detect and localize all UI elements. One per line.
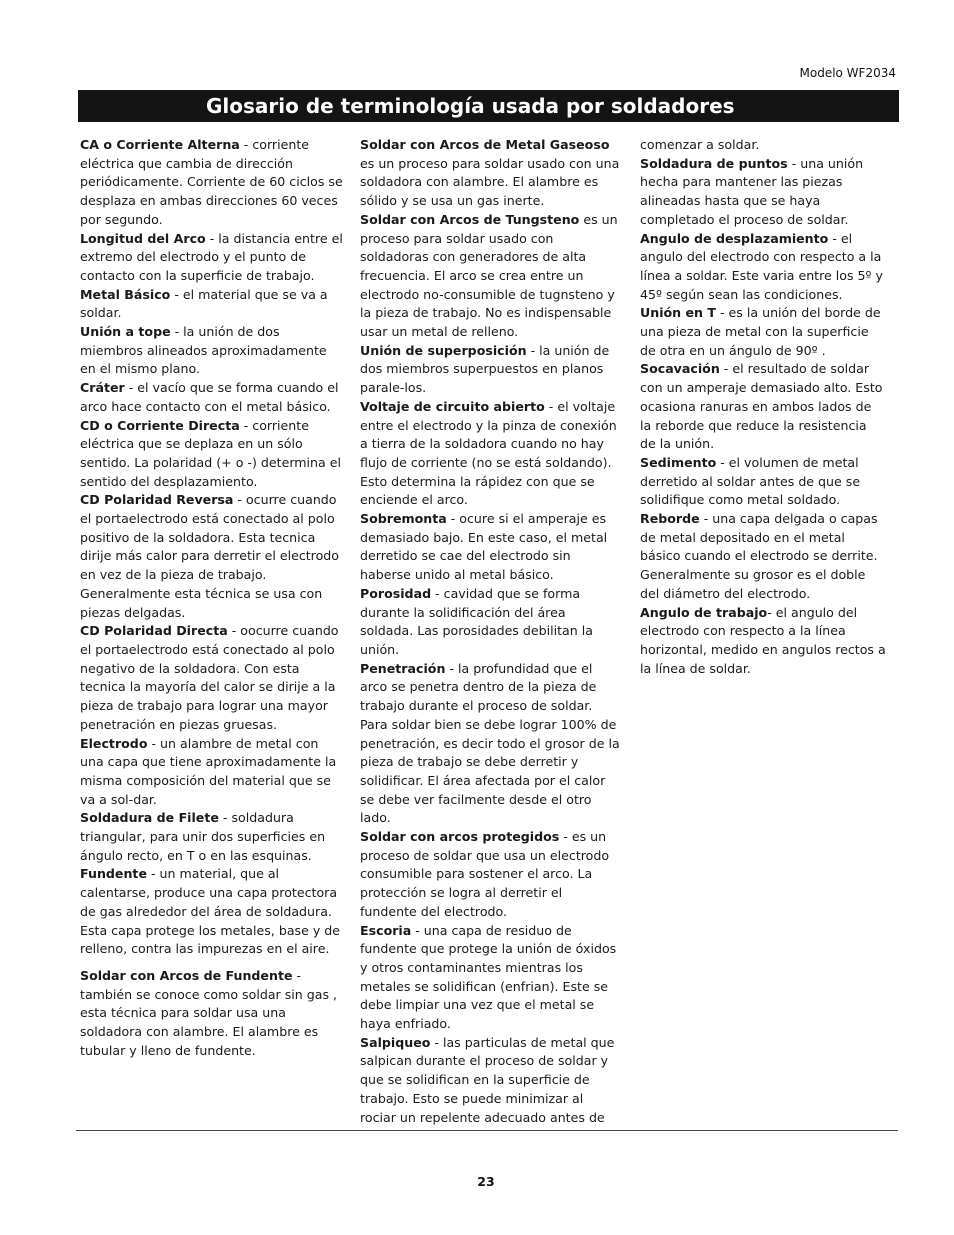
glossary-definition: - ocure si el amperaje es demasiado bajo. En este caso, el metal derretido se cae del electrodo sin haberse unido al metal básico. (360, 511, 608, 583)
glossary-term: Longitud del Arco (80, 230, 206, 246)
glossary-term: Salpiqueo (360, 1034, 431, 1050)
glossary-term: Unión de superposición (360, 342, 527, 358)
glossary-definition: - el angulo del electrodo con respecto a la línea a soldar. Este varia entre los 5º y 45º según sean las condiciones. (640, 230, 883, 302)
glossary-term: Cráter (80, 380, 125, 396)
page-number: 23 (477, 1174, 495, 1189)
glossary-term: Socavación (640, 361, 720, 377)
glossary-term: Soldar con Arcos de Fundente (80, 967, 293, 983)
glossary-entry (640, 304, 886, 360)
glossary-entry (80, 323, 343, 379)
glossary-entry (640, 454, 886, 510)
glossary-definition: - corriente eléctrica que cambia de dirección periódicamente. Corriente de 60 ciclos se desplaza en ambas direcciones 60 veces por segundo. (80, 137, 343, 227)
glossary-entry (80, 865, 343, 959)
page-title: Glosario de terminología usada por soldadores (206, 94, 735, 118)
footer-divider (76, 1130, 898, 1131)
glossary-term: Reborde (640, 511, 700, 527)
glossary-entry (80, 967, 343, 1061)
glossary-entry (80, 136, 343, 230)
glossary-term: CD o Corriente Directa (80, 417, 240, 433)
glossary-entry (640, 155, 886, 230)
glossary-definition: - las particulas de metal que salpican durante el proceso de soldar y que se solidifican en la superficie de trabajo. Esto se puede minimizar al rociar un repelente adecuado antes de (360, 1034, 615, 1125)
glossary-definition: - la distancia entre el extremo del electrodo y el punto de contacto con la superficie de trabajo. (80, 230, 343, 283)
glossary-definition: - el angulo del electrodo con respecto a la línea horizontal, medido en angulos rectos a la línea de soldar. (640, 604, 886, 676)
glossary-entry (80, 379, 343, 416)
glossary-entry (360, 660, 622, 828)
glossary-term: Sedimento (640, 454, 717, 470)
glossary-entry (640, 510, 886, 604)
glossary-definition: es un proceso para soldar usado con una soldadora con alambre. El alambre es sólido y se usa un gas inerte. (360, 155, 620, 209)
glossary-term: Electrodo (80, 735, 148, 751)
glossary-definition: - cavidad que se forma durante la solidificación del área soldada. Las porosidades debilitan la unión. (360, 585, 593, 657)
glossary-term: Sobremonta (360, 511, 447, 527)
glossary-term: Unión a tope (80, 324, 171, 340)
glossary-entry (360, 510, 622, 585)
glossary-entry (640, 360, 886, 454)
glossary-term: Angulo de desplazamiento (640, 230, 829, 246)
glossary-definition: - el voltaje entre el electrodo y la pinza de conexión a tierra de la soldadora cuando no hay flujo de corriente (no se está soldando). Esto determina la rápidez con que se enciende el arco. (360, 398, 617, 508)
glossary-definition: - el vacío que se forma cuando el arco hace contacto con el metal básico. (80, 380, 339, 414)
glossary-definition: - un alambre de metal con una capa que tiene aproximadamente la misma composición del material que se va a sol-dar. (80, 735, 337, 807)
glossary-entry (80, 491, 343, 622)
glossary-definition: - la unión de dos miembros superpuestos en planos parale-los. (360, 342, 610, 396)
glossary-term: Soldadura de Filete (80, 810, 219, 826)
glossary-entry (80, 417, 343, 492)
glossary-entry (640, 136, 886, 155)
glossary-definition: - una capa delgada o capas de metal depositado en el metal básico cuando el electrodo se derrite. Generalmente su grosor es el doble del diámetro del electrodo. (640, 511, 878, 601)
glossary-term: CD Polaridad Directa (80, 623, 228, 639)
glossary-definition: es un proceso para soldar usado con soldadoras con generadores de alta frecuencia. El arco se crea entre un electrodo no-consumible de tugnsteno y la pieza de trabajo. No es indispensable usar un metal de relleno. (360, 211, 618, 340)
glossary-definition: - la unión de dos miembros alineados aproximadamente en el mismo plano. (80, 324, 327, 377)
glossary-term: Soldadura de puntos (640, 155, 788, 171)
glossary-definition: - un material, que al calentarse, produce una capa protectora de gas alrededor del área de soldadura. Esta capa protege los metales, base y de relleno, contra las impurezas en el aire. (80, 866, 341, 957)
glossary-entry (360, 211, 622, 342)
glossary-term: Soldar con Arcos de Tungsteno (360, 211, 580, 227)
glossary-term: Soldar con arcos protegidos (360, 829, 560, 845)
glossary-column-2 (360, 136, 622, 1127)
glossary-term: Angulo de trabajo (640, 604, 768, 620)
glossary-definition: comenzar a soldar. (640, 137, 760, 152)
glossary-entry (360, 398, 622, 510)
glossary-definition: - una capa de residuo de fundente que protege la unión de óxidos y otros contaminantes mientras los metales se solidifican (enfrian). Este se debe limpiar una vez que el metal se haya enfriado. (360, 922, 617, 1032)
glossary-entry (360, 585, 622, 660)
glossary-definition: - también se conoce como soldar sin gas , esta técnica para soldar usa una soldadora con alambre. El alambre es tubular y lleno de fundente. (80, 967, 338, 1058)
glossary-entry (80, 809, 343, 865)
glossary-entry (80, 230, 343, 286)
glossary-definition: - el resultado de soldar con un amperaje demasiado alto. Esto ocasiona ranuras en ambos lados de la reborde que reduce la resistencia de la unión. (640, 361, 883, 452)
glossary-definition: - el volumen de metal derretido al soldar antes de que se solidifique como metal soldado. (640, 454, 861, 508)
glossary-entry (640, 230, 886, 305)
glossary-entry (360, 922, 622, 1034)
glossary-entry (360, 342, 622, 398)
glossary-definition: - es la unión del borde de una pieza de metal con la superficie de otra en un ángulo de 90º . (640, 305, 881, 358)
glossary-entry (80, 286, 343, 323)
glossary-column-3 (640, 136, 886, 678)
glossary-term: Unión en T (640, 305, 716, 321)
glossary-term: CA o Corriente Alterna (80, 137, 240, 152)
glossary-definition: - ocurre cuando el portaelectrodo está conectado al polo positivo de la soldadora. Esta tecnica dirije más calor para derretir el electrodo en vez de la pieza de trabajo. Generalmente esta técnica se usa con piezas delgadas. (80, 492, 339, 620)
glossary-definition: - una unión hecha para mantener las piezas alineadas hasta que se haya completado el proceso de soldar. (640, 155, 864, 227)
glossary-definition: - la profundidad que el arco se penetra dentro de la pieza de trabajo durante el proceso de soldar. Para soldar bien se debe lograr 100% de penetración, es decir todo el grosor de la pieza de trabajo se debe derretir y solidificar. El área afectada por el calor se debe ver facilmente desde el otro lado. (360, 660, 620, 826)
title-bar (78, 90, 899, 122)
glossary-entry (640, 604, 886, 679)
glossary-term: CD Polaridad Reversa (80, 492, 234, 508)
glossary-term: Fundente (80, 866, 147, 882)
glossary-definition: - el material que se va a soldar. (80, 286, 328, 321)
glossary-definition: - oocurre cuando el portaelectrodo está conectado al polo negativo de la soldadora. Con esta tecnica la mayoría del calor se dirije a la pieza de trabajo para lograr una mayor penetración en piezas gruesas. (80, 623, 339, 732)
glossary-term: Metal Básico (80, 286, 171, 302)
glossary-term: Voltaje de circuito abierto (360, 398, 545, 414)
glossary-term: Porosidad (360, 585, 432, 601)
glossary-entry (360, 136, 622, 211)
glossary-definition: - soldadura triangular, para unir dos superficies en ángulo recto, en T o en las esquinas. (80, 810, 326, 863)
glossary-definition: - es un proceso de soldar que usa un electrodo consumible para sostener el arco. La protección se logra al derretir el fundente del electrodo. (360, 829, 610, 919)
glossary-entry (80, 622, 343, 734)
glossary-term: Penetración (360, 660, 446, 676)
glossary-term: Escoria (360, 922, 412, 938)
glossary-column-1 (80, 136, 343, 1060)
glossary-entry (360, 1034, 622, 1128)
glossary-entry (360, 828, 622, 922)
model-number: Modelo WF2034 (799, 66, 896, 80)
glossary-definition: - corriente eléctrica que se deplaza en un sólo sentido. La polaridad (+ o -) determina el sentido del desplazamiento. (80, 417, 341, 489)
glossary-entry (80, 735, 343, 810)
glossary-term: Soldar con Arcos de Metal Gaseoso (360, 137, 610, 152)
